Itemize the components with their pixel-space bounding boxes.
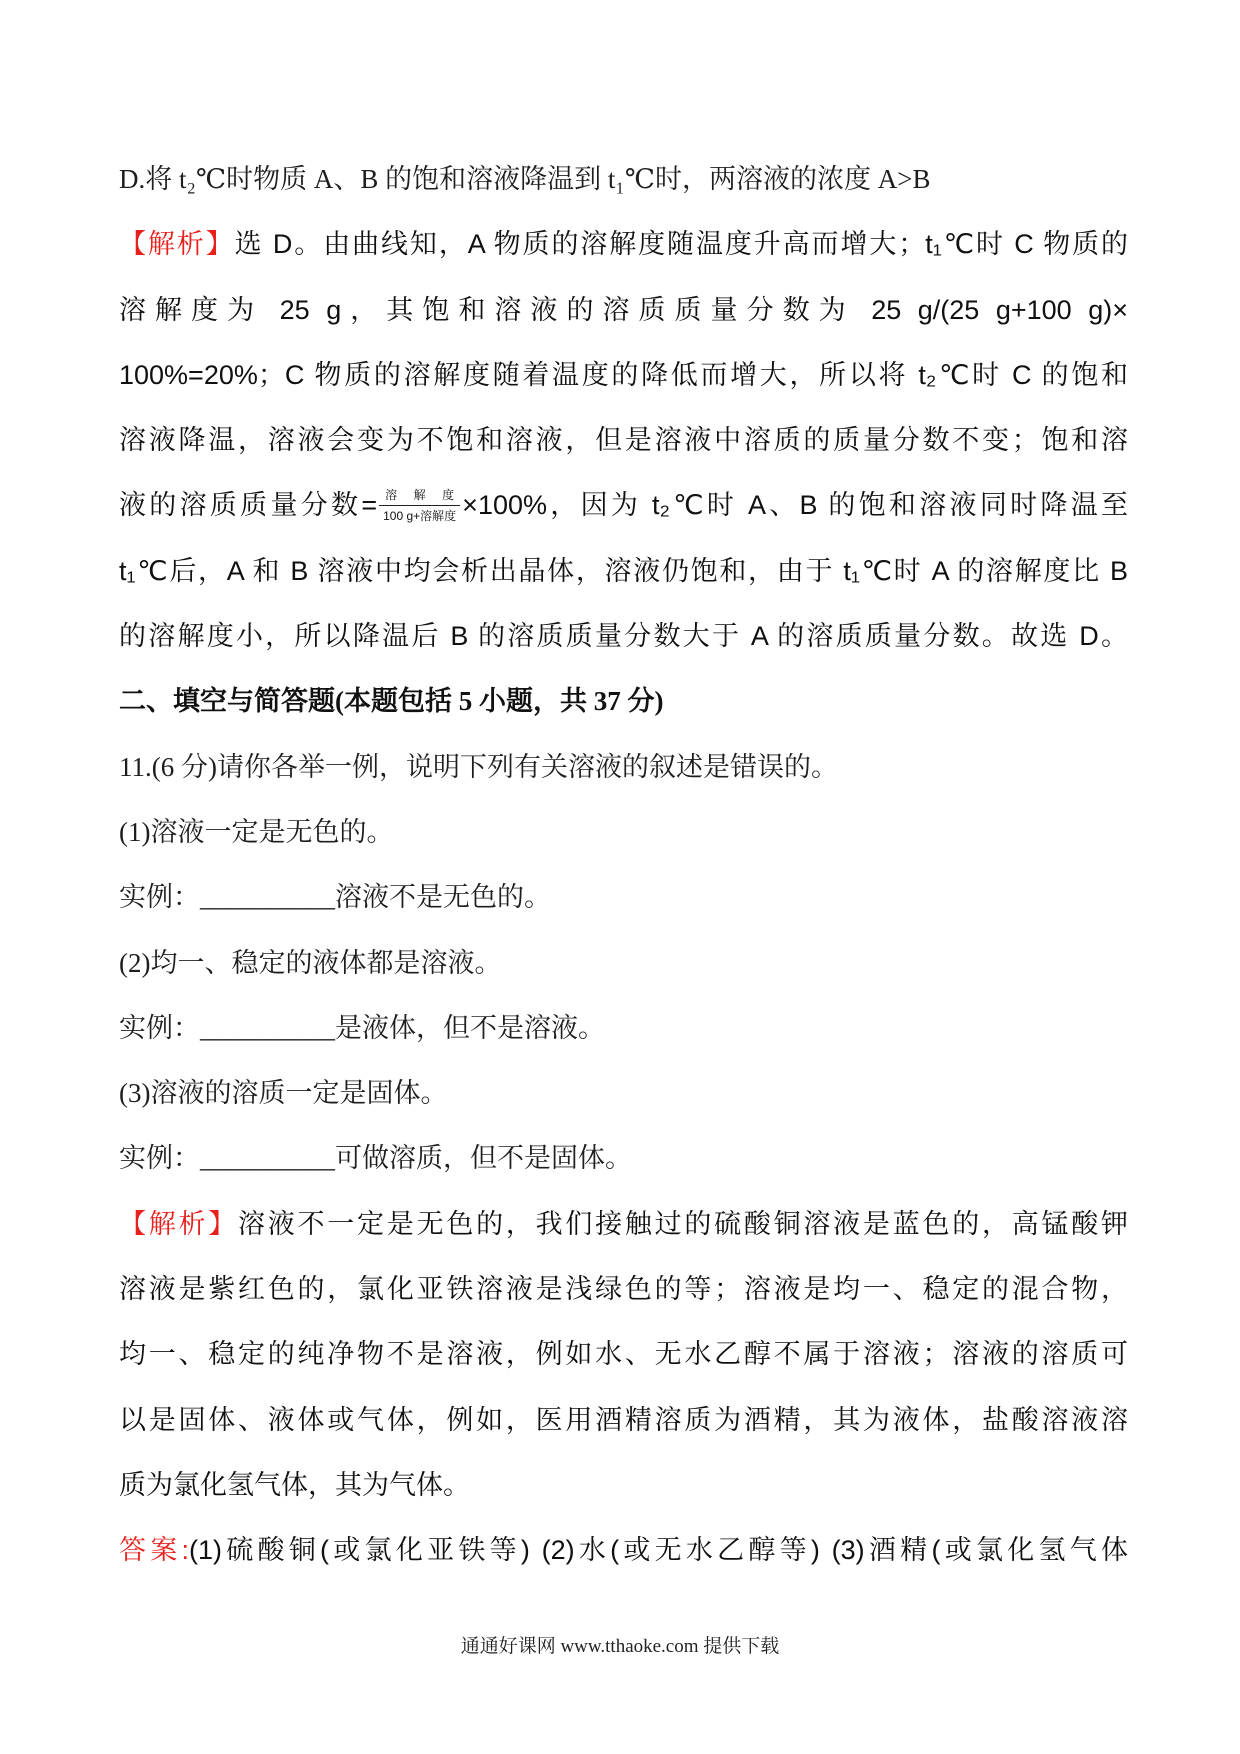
analysis-label: 【解析】	[119, 229, 235, 260]
analysis-2-line-2: 溶液是紫红色的，氯化亚铁溶液是浅绿色的等；溶液是均一、稳定的混合物，	[119, 1274, 1128, 1305]
analysis-1-line-7: 的溶解度小，所以降温后 B 的溶质质量分数大于 A 的溶质质量分数。故选 D。	[119, 621, 1128, 652]
analysis-label: 【解析】	[119, 1208, 239, 1239]
analysis-1-line-6: t₁℃后，A 和 B 溶液中均会析出晶体，溶液仍饱和，由于 t₁℃时 A 的溶解度比 B	[119, 555, 1128, 586]
analysis-1-line-1	[119, 212, 1128, 277]
example-text: 是液体，但不是溶液。	[335, 1012, 605, 1043]
question-11-stem: 11.(6 分)请你各举一例，说明下列有关溶液的叙述是错误的。	[119, 751, 838, 782]
example-label: 实例：	[119, 882, 200, 913]
question-11-item-2: (2)均一、稳定的液体都是溶液。	[119, 947, 502, 978]
answer-blank: __________	[200, 1143, 335, 1174]
option-d: D.将 t₂℃时物质 A、B 的饱和溶液降温到 t₁℃时，两溶液的浓度 A>B	[119, 164, 931, 194]
analysis-1-line-5	[119, 473, 1128, 538]
analysis-2-line-4: 以是固体、液体或气体，例如，医用酒精溶质为酒精，其为液体，盐酸溶液溶	[119, 1404, 1128, 1435]
analysis-2-line-3: 均一、稳定的纯净物不是溶液，例如水、无水乙醇不属于溶液；溶液的溶质可	[119, 1339, 1128, 1370]
answer-text: (1)硫酸铜(或氯化亚铁等) (2)水(或无水乙醇等) (3)酒精(或氯化氢气体	[189, 1535, 1128, 1566]
page-content	[119, 147, 1128, 1584]
analysis-1-line-4: 溶液降温，溶液会变为不饱和溶液，但是溶液中溶质的质量分数不变；饱和溶	[119, 425, 1128, 456]
answer-line	[119, 1518, 1128, 1583]
analysis-1-text-1: 选 D。由曲线知，A 物质的溶解度随温度升高而增大；t₁℃时 C 物质的	[234, 229, 1128, 260]
question-11-item-3: (3)溶液的溶质一定是固体。	[119, 1078, 448, 1109]
example-label: 实例：	[119, 1012, 200, 1043]
analysis-1-text-5a: 液的溶质质量分数=	[119, 490, 378, 521]
analysis-2-line-5: 质为氯化氢气体，其为气体。	[119, 1469, 470, 1500]
answer-blank: __________	[200, 1012, 335, 1043]
example-label: 实例：	[119, 1143, 200, 1174]
page-footer: 通通好课网 www.tthaoke.com 提供下载	[460, 1636, 780, 1657]
question-11-example-1	[119, 865, 1128, 930]
section-heading: 二、填空与简答题(本题包括 5 小题，共 37 分)	[119, 686, 664, 717]
example-text: 可做溶质，但不是固体。	[335, 1143, 632, 1174]
question-11-item-1: (1)溶液一定是无色的。	[119, 816, 394, 847]
mass-fraction-formula	[379, 487, 460, 524]
answer-label: 答案:	[119, 1535, 190, 1566]
analysis-2-line-1	[119, 1192, 1128, 1257]
fraction-numerator: 溶解度	[379, 487, 460, 506]
answer-blank: __________	[200, 882, 335, 913]
analysis-1-line-2: 溶解度为 25 g，其饱和溶液的溶质质量分数为 25 g/(25 g+100 g)×	[119, 294, 1128, 325]
analysis-2-text-1: 溶液不一定是无色的，我们接触过的硫酸铜溶液是蓝色的，高锰酸钾	[238, 1208, 1128, 1239]
fraction-denominator: 100 g+溶解度	[383, 508, 457, 523]
question-11-example-3	[119, 1126, 1128, 1191]
example-text: 溶液不是无色的。	[335, 882, 551, 913]
analysis-1-text-5b: ×100%，因为 t₂℃时 A、B 的饱和溶液同时降温至	[462, 490, 1128, 521]
question-11-example-2	[119, 996, 1128, 1061]
analysis-1-line-3: 100%=20%；C 物质的溶解度随着温度的降低而增大，所以将 t₂℃时 C 的饱和	[119, 359, 1128, 390]
